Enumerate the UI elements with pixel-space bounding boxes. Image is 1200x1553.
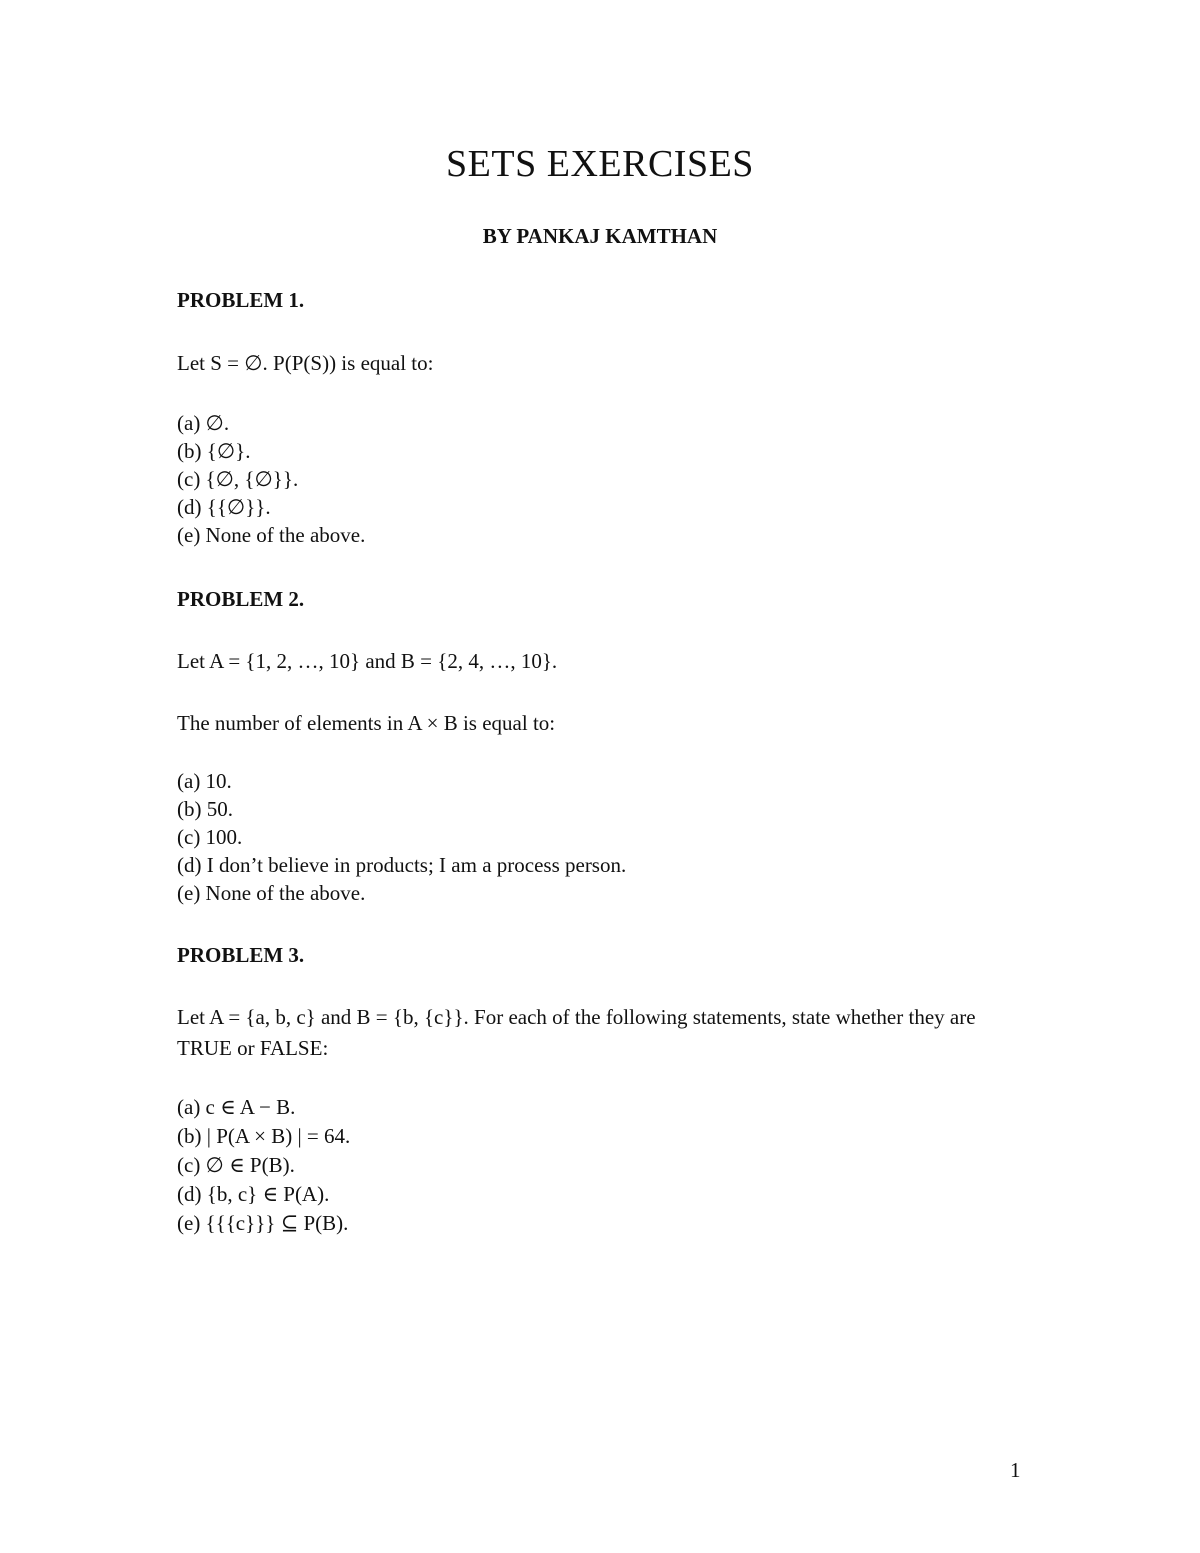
problem-3-option-e: (e) {{{c}}} ⊆ P(B). xyxy=(177,1211,349,1235)
problem-3-option-b: (b) | P(A × B) | = 64. xyxy=(177,1124,351,1148)
problem-1-prompt: Let S = ∅. P(P(S)) is equal to: xyxy=(177,351,434,375)
page-number: 1 xyxy=(1010,1458,1021,1482)
problem-2-option-c: (c) 100. xyxy=(177,825,243,849)
problem-3-heading: PROBLEM 3. xyxy=(177,943,305,967)
document-author: BY PANKAJ KAMTHAN xyxy=(482,224,718,248)
problem-2-option-a: (a) 10. xyxy=(177,769,232,793)
problem-1-option-a: (a) ∅. xyxy=(177,411,230,435)
problem-3-option-d: (d) {b, c} ∈ P(A). xyxy=(177,1182,330,1206)
problem-1-heading: PROBLEM 1. xyxy=(177,288,305,312)
problem-2-prompt: Let A = {1, 2, …, 10} and B = {2, 4, …, 10}. xyxy=(177,649,558,673)
problem-1-option-b: (b) {∅}. xyxy=(177,439,251,463)
problem-2-prompt-2: The number of elements in A × B is equal to: xyxy=(177,711,556,735)
problem-2-option-e: (e) None of the above. xyxy=(177,881,366,905)
problem-3-option-c: (c) ∅ ∈ P(B). xyxy=(177,1153,295,1177)
problem-3-prompt: Let A = {a, b, c} and B = {b, {c}}. For each of the following statements, state whether they are TRUE or FALSE: xyxy=(177,1005,976,1060)
problem-2-option-d: (d) I don’t believe in products; I am a process person. xyxy=(177,853,627,877)
document-title: SETS EXERCISES xyxy=(446,143,754,185)
problem-3-option-a: (a) c ∈ A − B. xyxy=(177,1095,296,1119)
problem-1-option-c: (c) {∅, {∅}}. xyxy=(177,467,299,491)
problem-1-option-d: (d) {{∅}}. xyxy=(177,495,271,519)
problem-2-heading: PROBLEM 2. xyxy=(177,587,305,611)
problem-2-option-b: (b) 50. xyxy=(177,797,233,821)
problem-1-option-e: (e) None of the above. xyxy=(177,523,366,547)
